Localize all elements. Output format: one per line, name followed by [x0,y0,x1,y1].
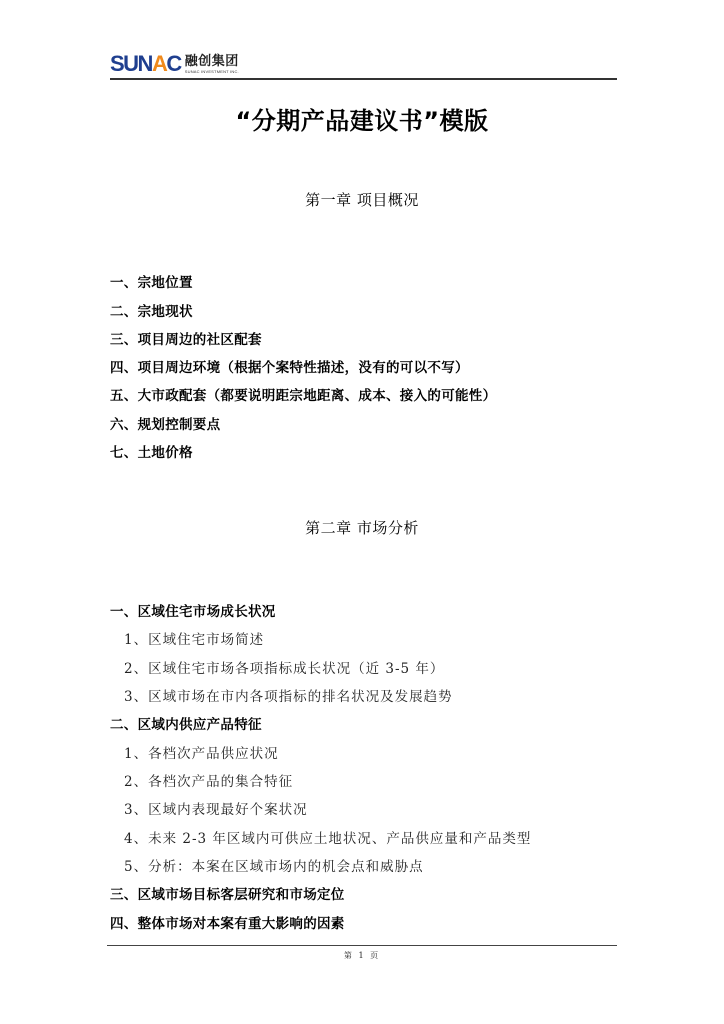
logo-chinese-name: 融创集团 [184,53,239,69]
chapter-1-item: 三、项目周边的社区配套 [110,332,262,348]
company-logo [110,50,239,78]
chapter-2-section: 四、整体市场对本案有重大影响的因素 [110,916,345,932]
page-header [110,50,615,80]
chapter-2-subitem: 1、区域住宅市场简述 [124,632,265,648]
chapter-2-section: 二、区域内供应产品特征 [110,717,262,733]
chapter-2-subitem: 3、区域市场在市内各项指标的排名状况及发展趋势 [124,689,453,705]
document-title: “分期产品建议书”模版 [235,107,489,135]
chapter-1-heading: 第一章 项目概况 [305,191,419,209]
footer-divider [107,945,617,946]
chapter-2-subitem: 1、各档次产品供应状况 [124,746,279,762]
logo-accent: A [151,51,167,76]
chapter-1-item: 四、项目周边环境（根据个案特性描述，没有的可以不写） [110,360,469,376]
chapter-2-heading: 第二章 市场分析 [305,519,419,537]
logo-text-block [185,55,239,74]
chapter-2-subitem: 2、各档次产品的集合特征 [124,774,294,790]
chapter-2-section: 一、区域住宅市场成长状况 [110,604,276,620]
chapter-2-subitem: 4、未来 2-3 年区域内可供应土地状况、产品供应量和产品类型 [124,831,532,847]
chapter-2-subitem: 2、区域住宅市场各项指标成长状况（近 3-5 年） [124,661,445,677]
chapter-2-subitem: 3、区域内表现最好个案状况 [124,802,308,818]
logo-mark [110,52,181,76]
chapter-1-item: 一、宗地位置 [110,275,193,291]
logo-english-name: SUNAC INVESTMENT INC. [184,68,239,74]
chapter-1-item: 五、大市政配套（都要说明距宗地距离、成本、接入的可能性） [110,388,497,404]
page-number: 第 1 页 [343,951,381,960]
header-divider [110,78,617,80]
logo-text: SUNAC [110,51,181,76]
chapter-2-subitem: 5、分析：本案在区域市场内的机会点和威胁点 [124,859,424,875]
chapter-1-item: 六、规划控制要点 [110,417,221,433]
chapter-2-section: 三、区域市场目标客层研究和市场定位 [110,887,345,903]
chapter-1-item: 七、土地价格 [110,445,193,461]
chapter-1-item: 二、宗地现状 [110,304,193,320]
